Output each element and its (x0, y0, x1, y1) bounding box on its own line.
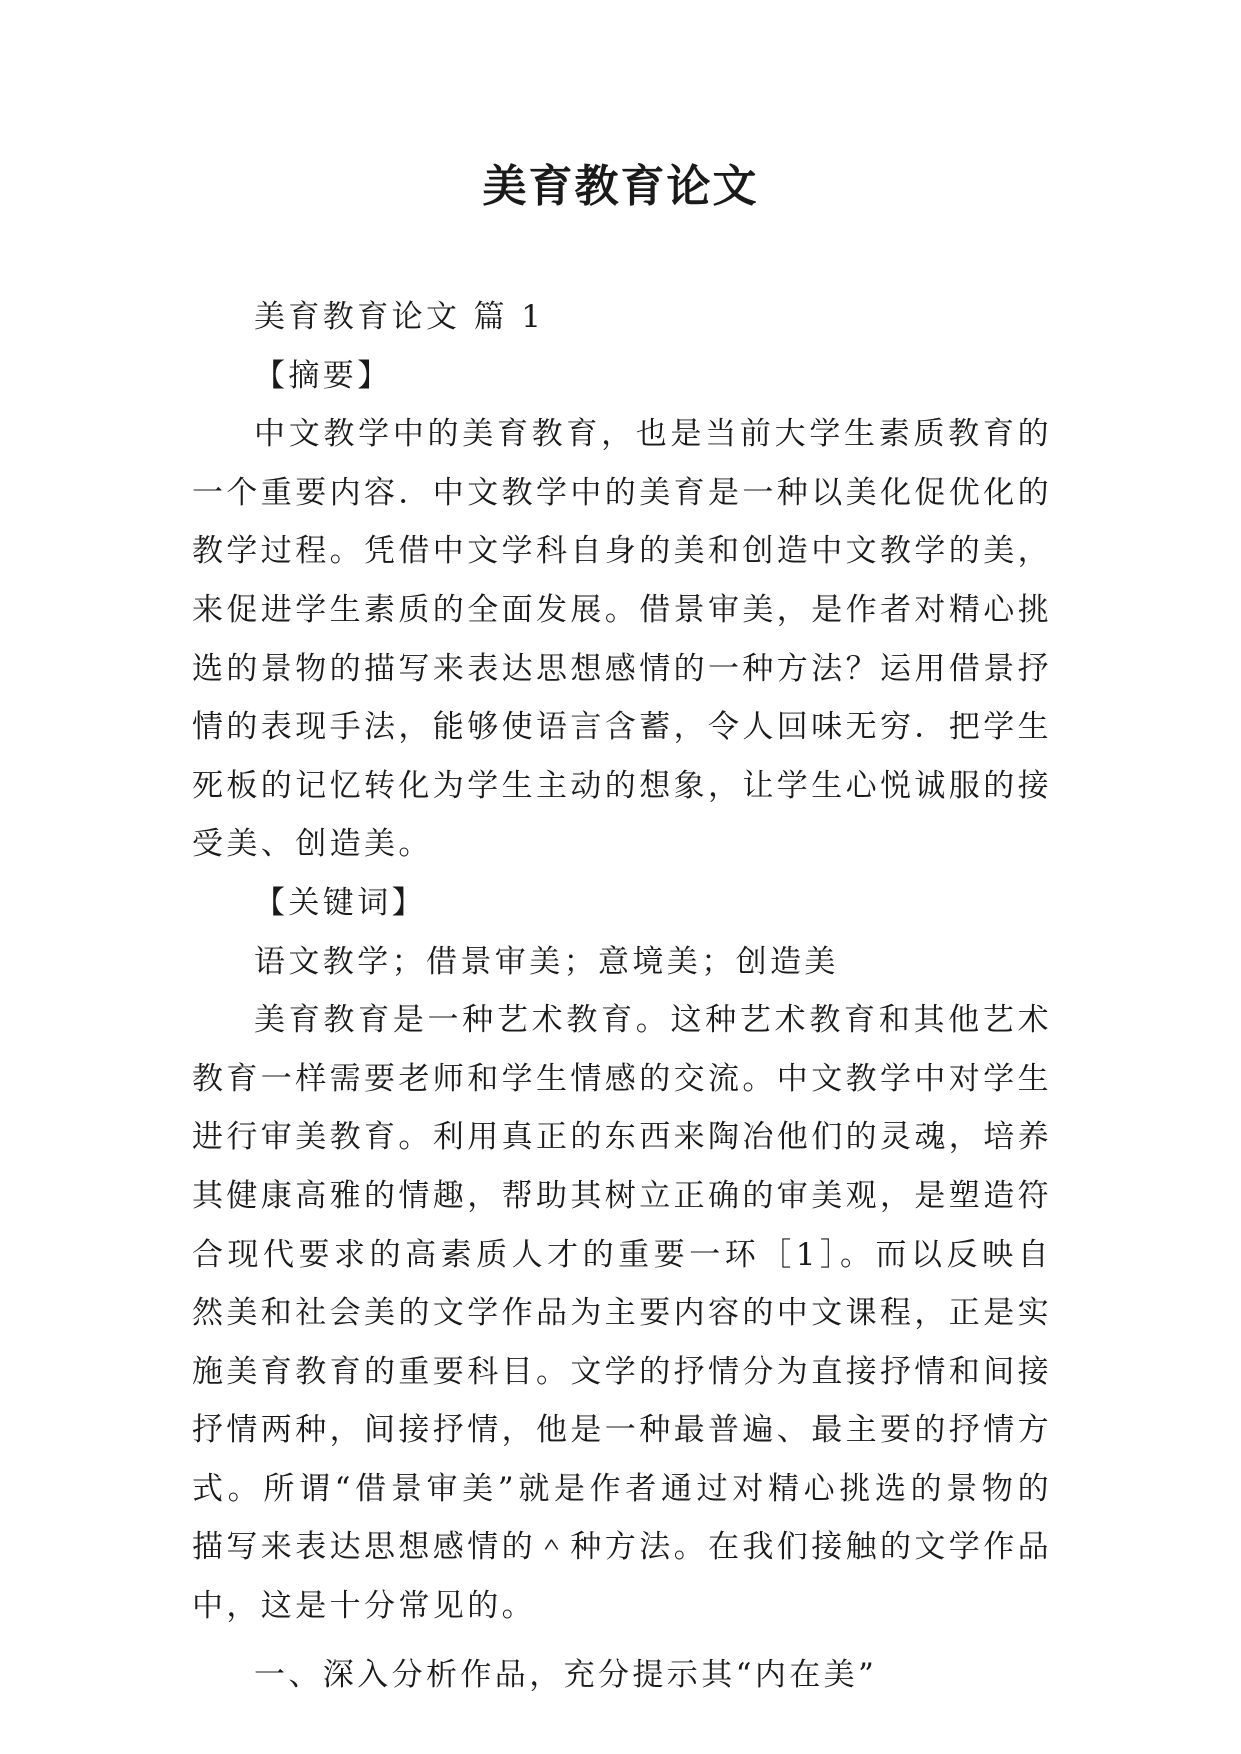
abstract-text: 中文教学中的美育教育，也是当前大学生素质教育的一个重要内容．中文教学中的美育是一种以美化促优化的教学过程。凭借中文学科自身的美和创造中文教学的美，来促进学生素质的全面发展。借景审美，是作者对精心挑选的景物的描写来表达思想感情的一种方法？运用借景抒情的表现手法，能够使语言含蓄，令人回味无穷．把学生死板的记忆转化为学生主动的想象，让学生心悦诚服的接受美、创造美。 (192, 416, 1052, 863)
section-label: 美育教育论文 篇 1 (254, 299, 545, 335)
keywords-text: 语文教学；借景审美；意境美；创造美 (254, 943, 839, 980)
document-title: 美育教育论文 (482, 161, 759, 212)
keywords-heading: 【关键词】 (254, 884, 426, 921)
document-body (192, 288, 1052, 1704)
abstract-heading: 【摘要】 (254, 357, 392, 394)
body-paragraph: 美育教育是一种艺术教育。这种艺术教育和其他艺术教育一样需要老师和学生情感的交流。中文教学中对学生进行审美教育。利用真正的东西来陶冶他们的灵魂，培养其健康高雅的情趣，帮助其树立正确的审美观，是塑造符合现代要求的高素质人才的重要一环［1］。而以反映自然美和社会美的文学作品为主要内容的中文课程，正是实施美育教育的重要科目。文学的抒情分为直接抒情和间接抒情两种，间接抒情，他是一种最普遍、最主要的抒情方式。所谓“借景审美”就是作者通过对精心挑选的景物的描写来表达思想感情的＾种方法。在我们接触的文学作品中，这是十分常见的。 (192, 1002, 1052, 1625)
section-heading: 一、深入分析作品，充分提示其“内在美” (254, 1656, 878, 1693)
